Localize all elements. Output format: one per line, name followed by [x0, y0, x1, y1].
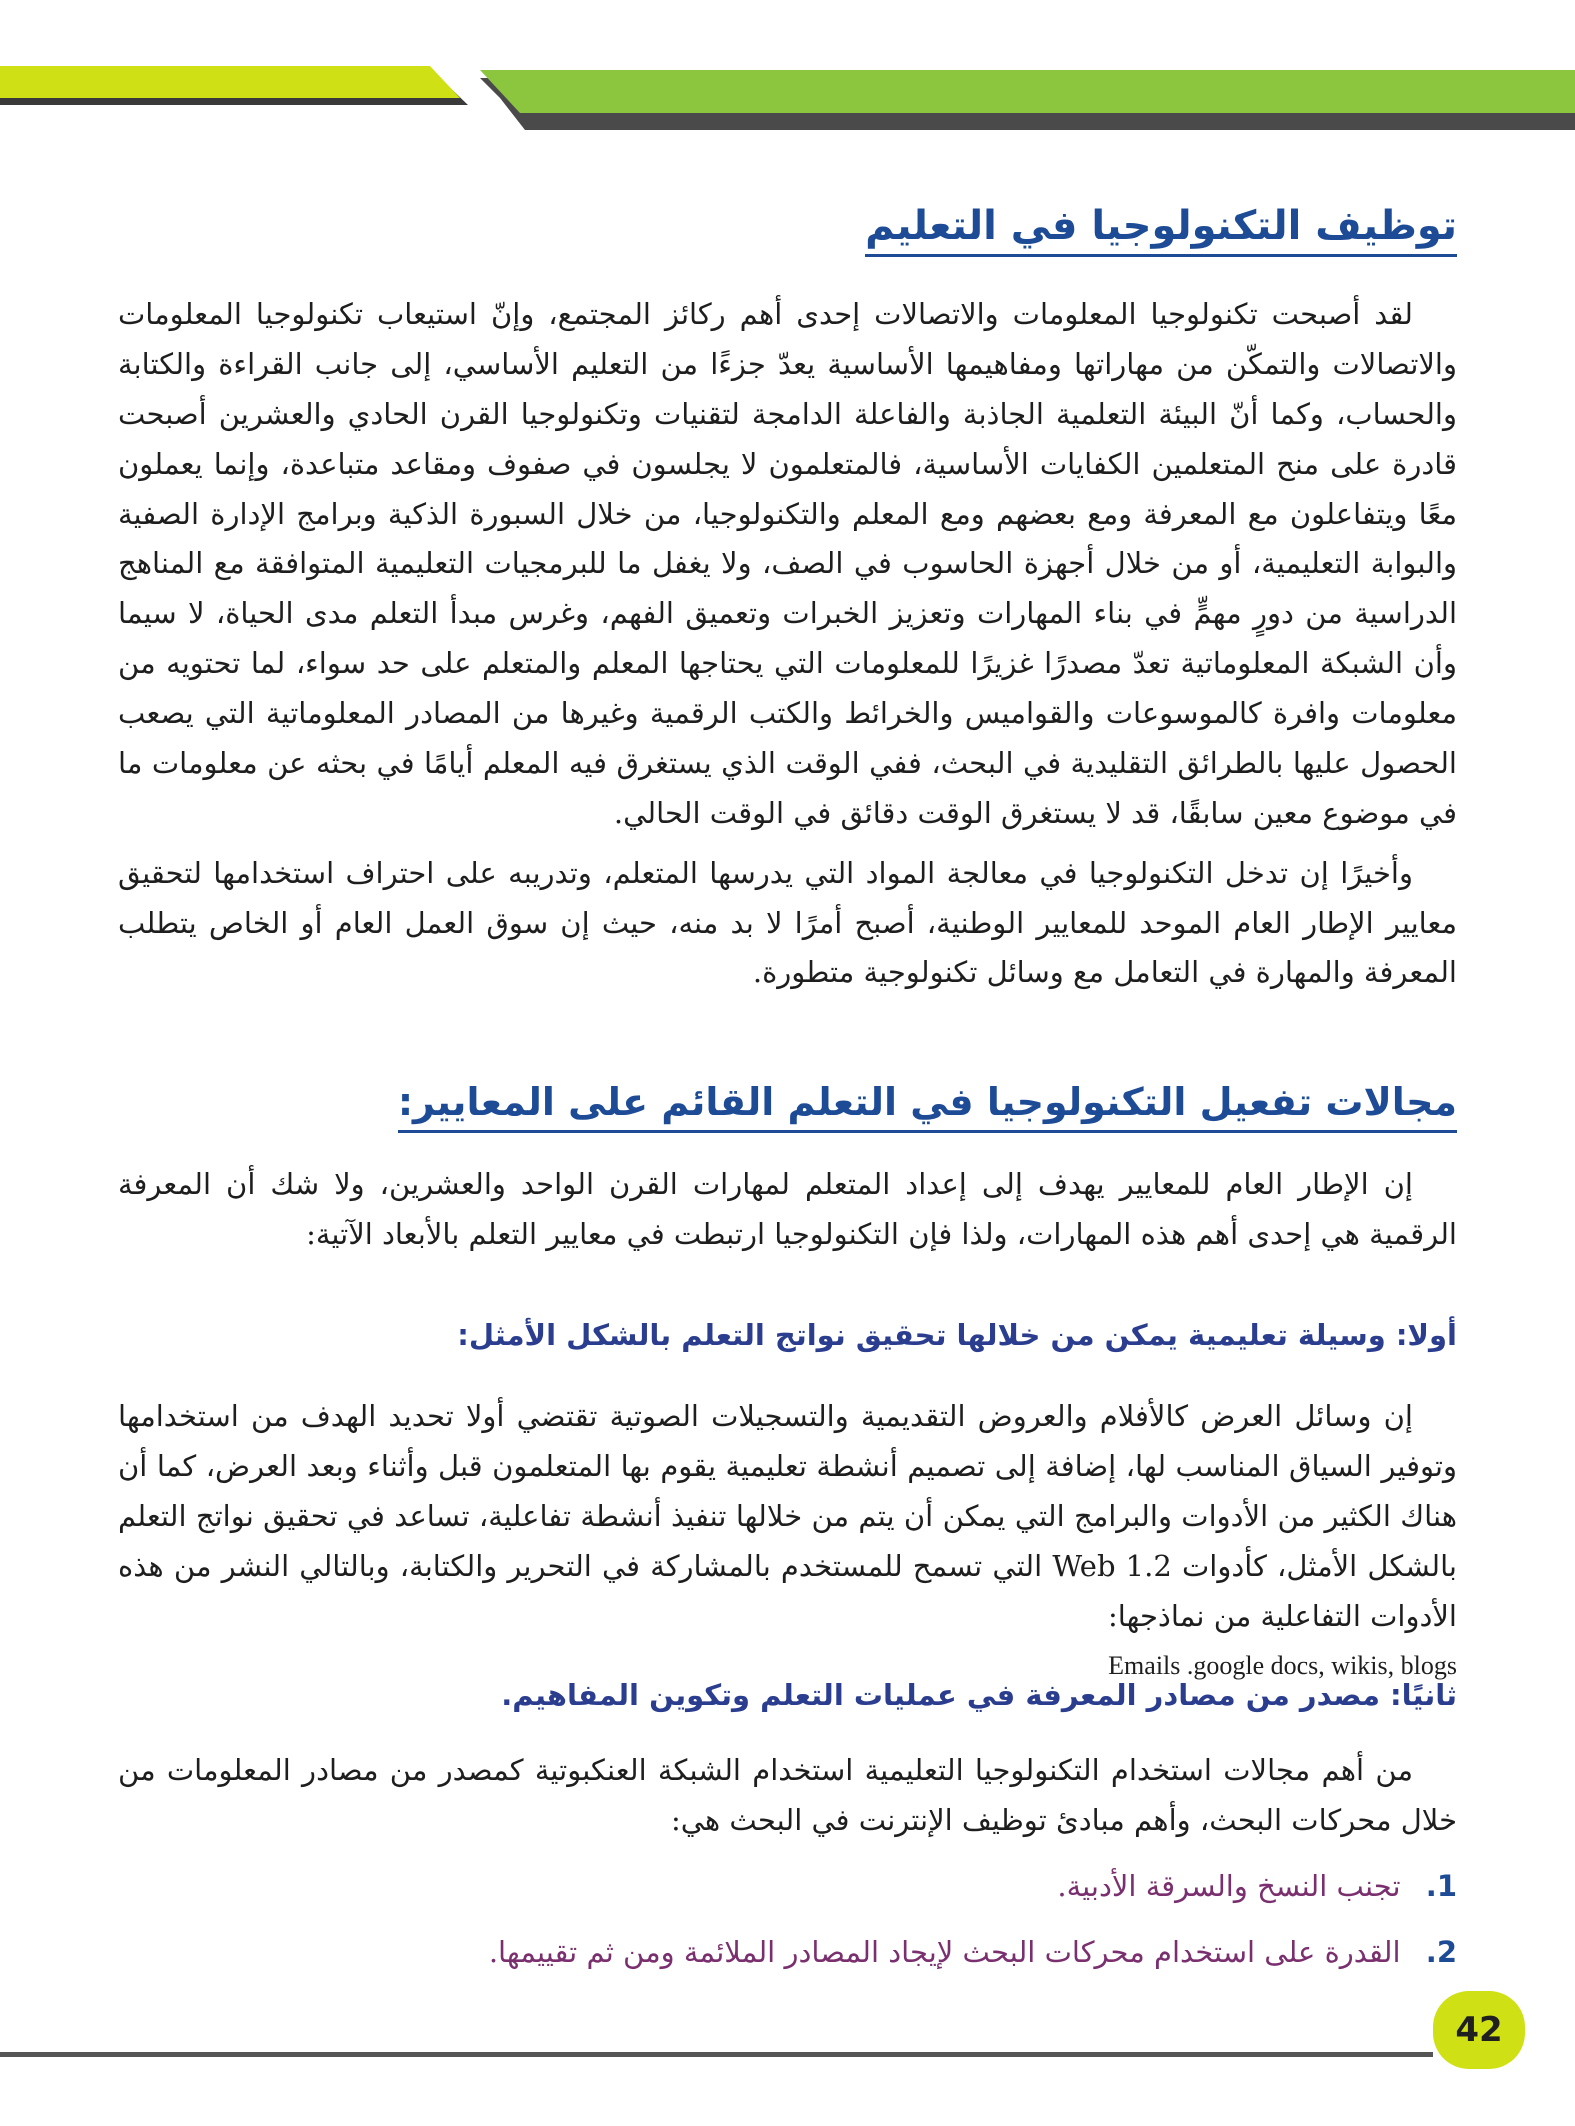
section1-paragraph-1: لقد أصبحت تكنولوجيا المعلومات والاتصالات إحدى أهم ركائز المجتمع، وإنّ استيعاب تكنولوجيا المعلومات والاتصالات والتمكّن من مهاراتها ومفاهيمها الأساسية يعدّ جزءًا من التعليم الأساسي، إلى جانب القراءة والكتابة والحساب، وكما أنّ البيئة التعلمية الجاذبة والفاعلة الدامجة لتقنيات وتكنولوجيا القرن الحادي والعشرين أصبحت قادرة على منح المتعلمين الكفايات الأساسية، فالمتعلمون لا يجلسون في صفوف ومقاعد متباعدة، وإنما يعملون معًا ويتفاعلون مع المعرفة ومع بعضهم ومع المعلم والتكنولوجيا، من خلال السبورة الذكية وبرامج الإدارة الصفية والبوابة التعليمية، أو من خلال أجهزة الحاسوب في الصف، ولا يغفل ما للبرمجيات التعليمية المتوافقة مع المناهج الدراسية من دورٍ مهمٍّ في بناء المهارات وتعزيز الخبرات وتعميق الفهم، وغرس مبدأ التعلم مدى الحياة، لا سيما وأن الشبكة المعلوماتية تعدّ مصدرًا غزيرًا للمعلومات التي يحتاجها المعلم والمتعلم على حد سواء، لما تحتويه من معلومات وافرة كالموسوعات والقواميس والخرائط والكتب الرقمية وغيرها من المصادر المعلوماتية التي يصعب الحصول عليها بالطرائق التقليدية في البحث، ففي الوقت الذي يستغرق فيه المعلم أيامًا في بحثه عن معلومات ما في موضوع معين سابقًا، قد لا يستغرق الوقت دقائق في الوقت الحالي.: [118, 297, 1458, 830]
section2-intro: إن الإطار العام للمعايير يهدف إلى إعداد المتعلم لمهارات القرن الواحد والعشرين، ولا شك أن المعرفة الرقمية هي إحدى أهم هذه المهارات، ولذا فإن التكنولوجيا ارتبطت في معايير التعلم بالأبعاد الآتية:: [118, 1167, 1457, 1251]
list-item: [118, 1931, 1457, 1975]
list-item-text: تجنب النسخ والسرقة الأدبية.: [1057, 1869, 1401, 1903]
second-paragraph: من أهم مجالات استخدام التكنولوجيا التعليمية استخدام الشبكة العنكبوتية كمصدر من مصادر المعلومات من خلال محركات البحث، وأهم مبادئ توظيف الإنترنت في البحث هي:: [118, 1753, 1457, 1837]
principles-list: [118, 1865, 1457, 1996]
subheading-first: أولا: وسيلة تعليمية يمكن من خلالها تحقيق نواتج التعلم بالشكل الأمثل:: [457, 1318, 1457, 1352]
second-body: [118, 1746, 1457, 1856]
header-decoration: [0, 0, 1575, 140]
section1-body: [118, 290, 1457, 1008]
first-body: [118, 1392, 1457, 1681]
section-title-tech-fields: مجالات تفعيل التكنولوجيا في التعلم القائم على المعايير:: [398, 1080, 1457, 1133]
list-item-number: 2.: [1425, 1934, 1457, 1969]
examples-line: Emails .google docs, wikis, blogs: [1108, 1651, 1457, 1681]
first-paragraph: إن وسائل العرض كالأفلام والعروض التقديمية والتسجيلات الصوتية تقتضي أولا تحديد الهدف من استخدامها وتوفير السياق المناسب لها، إضافة إلى تصميم أنشطة تعليمية يقوم بها المتعلمون قبل وأثناء وبعد العرض، كما أن هناك الكثير من الأدوات والبرامج التي يمكن أن يتم من خلالها تنفيذ أنشطة تفاعلية، تساعد في تحقيق نواتج التعلم بالشكل الأمثل، كأدوات Web 1.2 التي تسمح للمستخدم بالمشاركة في التحرير والكتابة، وبالتالي النشر من هذه الأدوات التفاعلية من نماذجها:: [118, 1399, 1457, 1633]
subheading-second: ثانيًا: مصدر من مصادر المعرفة في عمليات التعلم وتكوين المفاهيم.: [501, 1678, 1457, 1712]
section-title-tech-in-education: توظيف التكنولوجيا في التعليم: [865, 202, 1457, 257]
list-item-number: 1.: [1425, 1869, 1457, 1903]
list-item: [118, 1865, 1457, 1909]
list-item-text: القدرة على استخدام محركات البحث لإيجاد المصادر الملائمة ومن ثم تقييمها.: [488, 1934, 1401, 1969]
section2-intro-block: [118, 1160, 1457, 1270]
page-number-badge: 42: [1433, 1991, 1525, 2069]
footer-rule: [0, 2052, 1433, 2057]
section1-paragraph-2: وأخيرًا إن تدخل التكنولوجيا في معالجة المواد التي يدرسها المتعلم، وتدريبه على احتراف استخدامها لتحقيق معايير الإطار العام الموحد للمعايير الوطنية، أصبح أمرًا لا بد منه، حيث إن سوق العمل العام أو الخاص يتطلب المعرفة والمهارة في التعامل مع وسائل تكنولوجية متطورة.: [118, 855, 1457, 990]
